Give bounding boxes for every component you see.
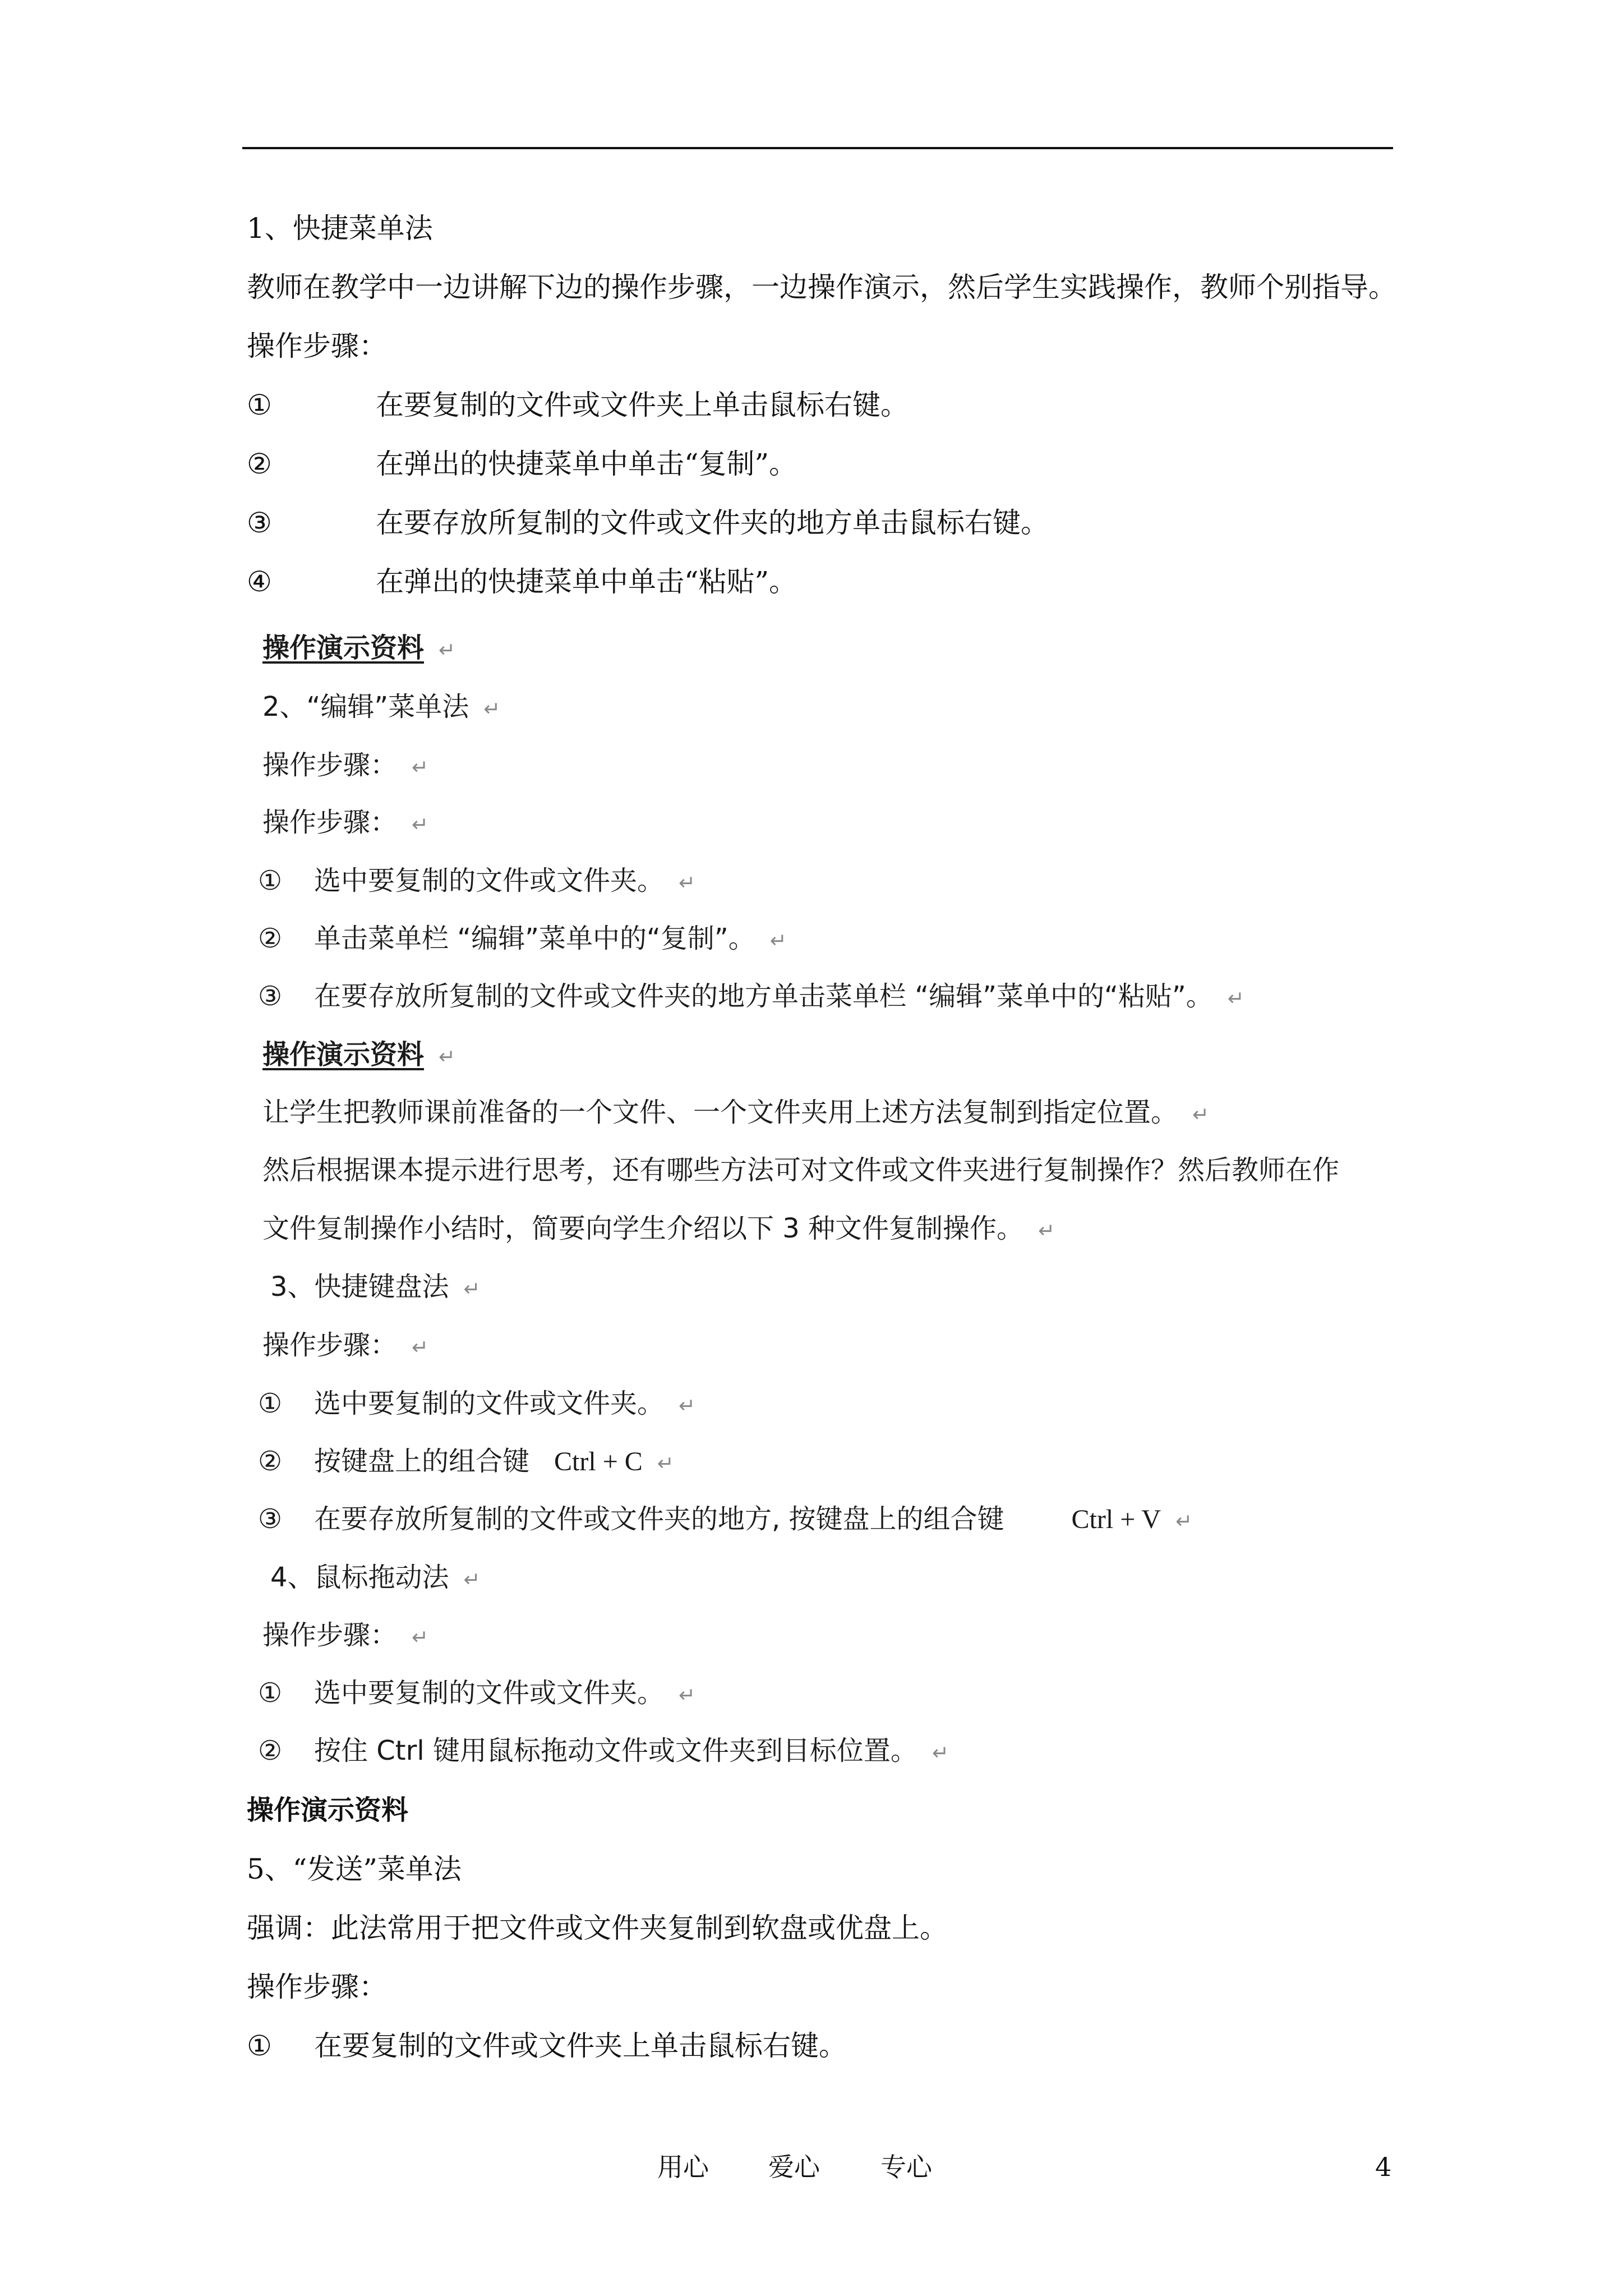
section1-heading: 1、快捷菜单法 bbox=[247, 212, 433, 245]
list-item: ② 按住 Ctrl 键用鼠标拖动文件或文件夹到目标位置。 ↵ bbox=[258, 1735, 949, 1766]
demo-link-1: 操作演示资料 ↵ bbox=[262, 632, 456, 664]
section5-emphasis: 强调：此法常用于把文件或文件夹复制到软盘或优盘上。 bbox=[247, 1912, 948, 1944]
step-text: 在弹出的快捷菜单中单击“复制”。 bbox=[376, 448, 797, 480]
list-item: ① 选中要复制的文件或文件夹。 ↵ bbox=[258, 1677, 696, 1709]
footer-right: 专心 bbox=[880, 2152, 932, 2182]
demo-link-3: 操作演示资料 bbox=[247, 1795, 409, 1826]
list-item bbox=[247, 2029, 847, 2063]
list-item bbox=[247, 447, 797, 481]
section5-heading: 5、“发送”菜单法 bbox=[247, 1853, 462, 1885]
think-text-1: 然后根据课本提示进行思考，还有哪些方法可对文件或文件夹进行复制操作？然后教师在作 bbox=[262, 1154, 1340, 1186]
step-text: 在要复制的文件或文件夹上单击鼠标右键。 bbox=[314, 2030, 847, 2062]
think-text-2: 文件复制操作小结时，简要向学生介绍以下 3 种文件复制操作。 ↵ bbox=[262, 1213, 1055, 1244]
footer-left: 用心 bbox=[657, 2152, 709, 2182]
step-number: ④ bbox=[247, 565, 272, 598]
section3-heading: 3、快捷键盘法 ↵ bbox=[270, 1271, 481, 1303]
step-number: ③ bbox=[247, 507, 272, 539]
demo-link-2: 操作演示资料 ↵ bbox=[262, 1039, 456, 1070]
step-number: ① bbox=[247, 2030, 272, 2062]
step-text: 在要存放所复制的文件或文件夹的地方单击鼠标右键。 bbox=[376, 507, 1049, 539]
practice-text: 让学生把教师课前准备的一个文件、一个文件夹用上述方法复制到指定位置。 ↵ bbox=[262, 1097, 1210, 1128]
section2-heading: 2、“编辑”菜单法 ↵ bbox=[262, 691, 501, 723]
section3-steps-label: 操作步骤： ↵ bbox=[262, 1329, 429, 1361]
shortcut-key: Ctrl + V bbox=[1071, 1504, 1161, 1534]
section4-steps-label: 操作步骤： ↵ bbox=[262, 1619, 429, 1651]
section5-steps-label: 操作步骤： bbox=[247, 1971, 387, 2003]
list-item: ① 选中要复制的文件或文件夹。 ↵ bbox=[258, 865, 696, 896]
list-item: ③ 在要存放所复制的文件或文件夹的地方单击菜单栏 “编辑”菜单中的“粘贴”。 ↵ bbox=[258, 981, 1244, 1012]
list-item bbox=[247, 565, 797, 599]
list-item bbox=[247, 388, 909, 422]
header-rule bbox=[242, 147, 1393, 149]
step-text: 在弹出的快捷菜单中单击“粘贴”。 bbox=[376, 565, 797, 598]
list-item: ① 选中要复制的文件或文件夹。 ↵ bbox=[258, 1388, 696, 1419]
step-number: ① bbox=[247, 389, 272, 421]
list-item bbox=[247, 506, 1049, 540]
section1-steps-label: 操作步骤： bbox=[247, 330, 387, 362]
section4-heading: 4、鼠标拖动法 ↵ bbox=[270, 1562, 481, 1593]
page-number: 4 bbox=[1375, 2152, 1392, 2182]
step-number: ② bbox=[247, 448, 272, 480]
list-item: ② 按键盘上的组合键 Ctrl + C ↵ bbox=[258, 1446, 674, 1477]
section2-steps-label: 操作步骤： ↵ bbox=[262, 749, 429, 781]
list-item: ③ 在要存放所复制的文件或文件夹的地方, 按键盘上的组合键 Ctrl + V ↵ bbox=[258, 1503, 1193, 1535]
list-item: ② 单击菜单栏 “编辑”菜单中的“复制”。 ↵ bbox=[258, 923, 787, 954]
shortcut-key: Ctrl + C bbox=[554, 1447, 643, 1476]
section1-intro: 教师在教学中一边讲解下边的操作步骤，一边操作演示，然后学生实践操作，教师个别指导。 bbox=[247, 271, 1396, 303]
section2-steps-label: 操作步骤： ↵ bbox=[262, 807, 429, 838]
footer-middle: 爱心 bbox=[768, 2152, 820, 2182]
step-text: 在要复制的文件或文件夹上单击鼠标右键。 bbox=[376, 389, 909, 421]
